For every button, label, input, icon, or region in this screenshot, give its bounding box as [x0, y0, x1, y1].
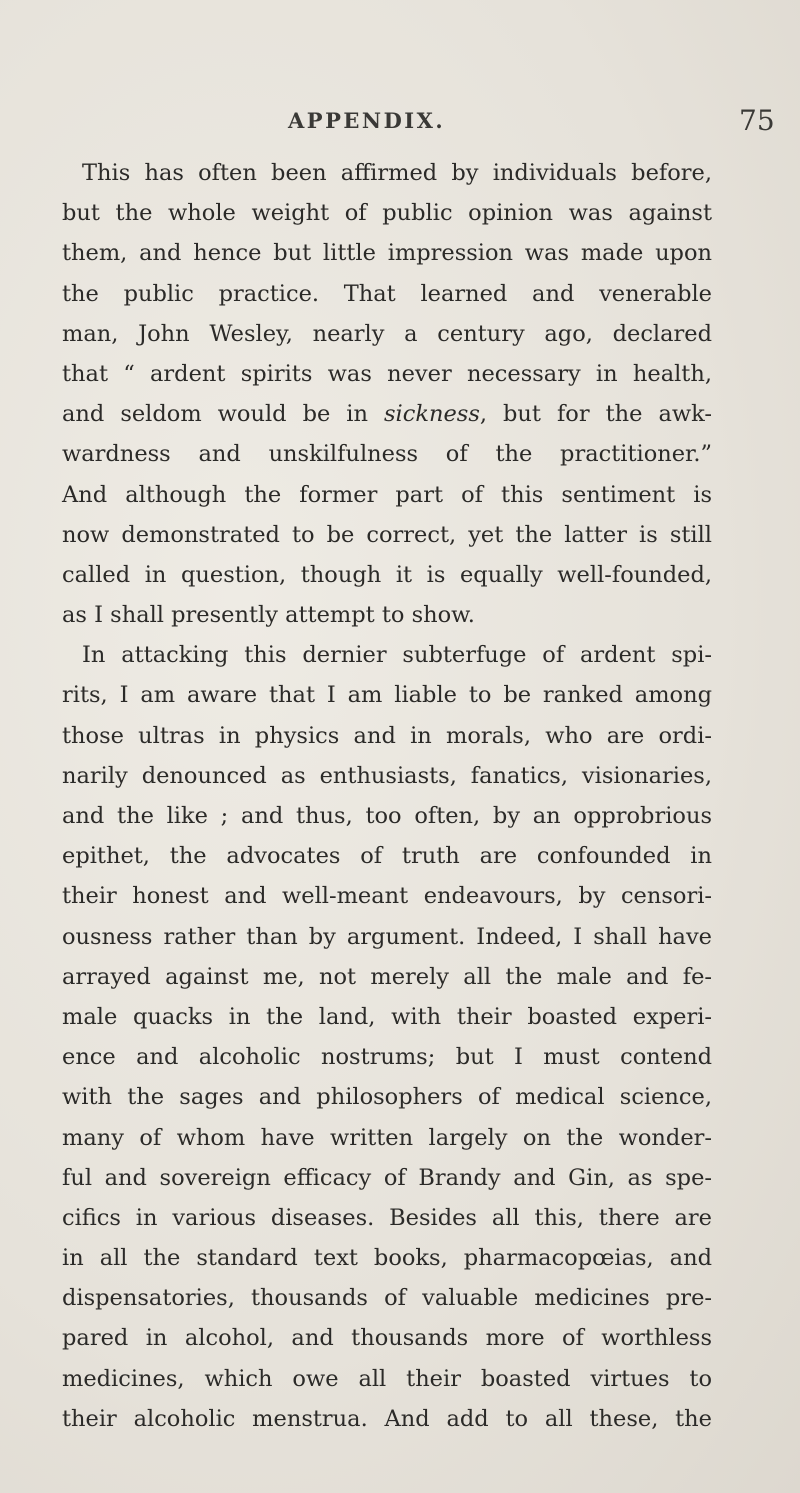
text-line: the public practice. That learned and venerable [62, 280, 712, 307]
text-line: rits, I am aware that I am liable to be ranked among [62, 682, 712, 709]
text-line: as I shall presently attempt to show. [62, 602, 475, 629]
text-line: many of whom have written largely on the wonder- [62, 1124, 712, 1151]
text-line: narily denounced as enthusiasts, fanatics, visionaries, [62, 762, 712, 789]
page-number: 75 [739, 104, 775, 137]
text-line: This has often been affirmed by individuals before, [82, 160, 712, 186]
text-line: ence and alcoholic nostrums; but I must contend [62, 1044, 712, 1071]
text-line: called in question, though it is equally well-founded, [62, 561, 712, 588]
body-text [62, 153, 712, 1439]
text-line: in all the standard text books, pharmacopœias, and [62, 1245, 712, 1272]
text-line: male quacks in the land, with their boasted experi- [62, 1003, 712, 1030]
text-line: medicines, which owe all their boasted virtues to [62, 1365, 712, 1392]
text-line: dispensatories, thousands of valuable medicines pre- [62, 1285, 712, 1312]
text-line: them, and hence but little impression was made upon [62, 240, 712, 267]
text-line: with the sages and philosophers of medical science, [62, 1084, 712, 1111]
text-line: And although the former part of this sentiment is [62, 481, 712, 508]
text-line: their alcoholic menstrua. And add to all these, the [62, 1405, 712, 1432]
text-line: wardness and unskilfulness of the practitioner.” [62, 441, 712, 468]
text-line: and seldom would be in sickness, but for the awk- [62, 401, 712, 428]
text-line: their honest and well-meant endeavours, by censori- [62, 883, 712, 910]
running-head: APPENDIX. [288, 108, 446, 133]
text-line: cifics in various diseases. Besides all this, there are [62, 1204, 712, 1231]
page-header [0, 104, 800, 144]
emphasis-word: sickness [383, 401, 480, 428]
text-line: that “ ardent spirits was never necessary in health, [62, 360, 712, 387]
text-line: In attacking this dernier subterfuge of ardent spi- [82, 642, 712, 669]
text-line: ousness rather than by argument. Indeed, I shall have [62, 923, 712, 950]
text-line: epithet, the advocates of truth are confounded in [62, 843, 712, 870]
text-line: those ultras in physics and in morals, who are ordi- [62, 722, 712, 749]
text-line: and the like ; and thus, too often, by an opprobrious [62, 803, 712, 829]
text-line: arrayed against me, not merely all the male and fe- [62, 963, 712, 990]
text-line: pared in alcohol, and thousands more of worthless [62, 1325, 712, 1352]
text-line: ful and sovereign efficacy of Brandy and Gin, as spe- [62, 1164, 712, 1191]
text-line: now demonstrated to be correct, yet the latter is still [62, 521, 712, 548]
text-line: man, John Wesley, nearly a century ago, declared [62, 320, 712, 347]
text-line: but the whole weight of public opinion was against [62, 200, 712, 227]
